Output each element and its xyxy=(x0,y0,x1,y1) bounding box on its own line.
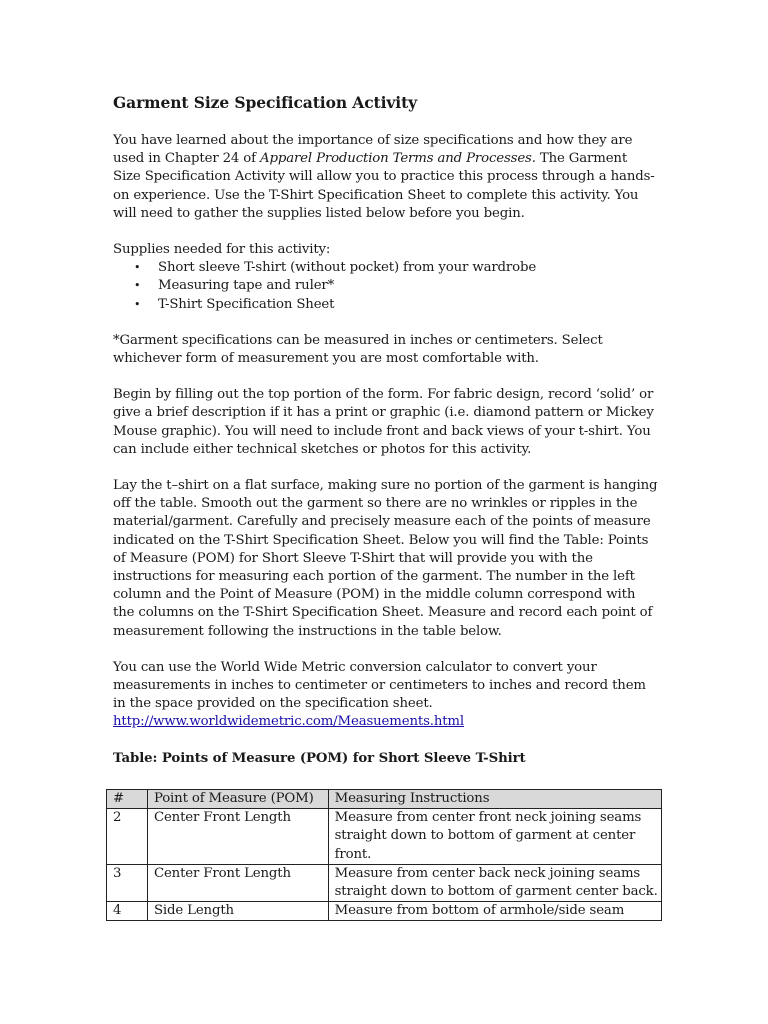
measurement-note: *Garment specifications can be measured in inches or centimeters. Select whichever form of measurement you are most comfortable with. xyxy=(113,332,603,367)
measuring-instructions-paragraph: Lay the t–shirt on a flat surface, making sure no portion of the garment is hanging off the table. Smooth out the garment so there are no wrinkles or ripples in the material/garment. Carefully and precisely measure each of the points of measure indicated on the T-Shirt Specification Sheet. Below you will find the Table: Points of Measure (POM) for Short Sleeve T-Shirt that will provide you with the instructions for measuring each portion of the garment. The number in the left column and the Point of Measure (POM) in the middle column correspond with the columns on the T-Shirt Specification Sheet. Measure and record each point of measurement following the instructions in the table below. xyxy=(113,478,658,639)
bullet-icon: • xyxy=(134,279,141,293)
cell-pom: Center Front Length xyxy=(147,809,328,865)
column-header-number: # xyxy=(107,790,148,809)
intro-text-end: . The Garment Size Specification Activity will allow you to practice this process through a hands-on experience. Use the T-Shirt Specification Sheet to complete this activity. You will need to gather the supplies listed below before you begin. xyxy=(113,151,655,221)
document-body xyxy=(113,92,658,788)
supplies-list xyxy=(113,259,658,314)
book-title: Apparel Production Terms and Processes xyxy=(260,151,532,167)
bullet-icon: • xyxy=(134,297,141,311)
table-header-row xyxy=(107,790,662,809)
table-row xyxy=(107,902,662,921)
list-item xyxy=(113,259,658,277)
cell-number: 4 xyxy=(107,902,148,921)
cell-instructions: Measure from center back neck joining seams straight down to bottom of garment center back. xyxy=(328,864,661,901)
list-item xyxy=(113,296,658,314)
cell-number: 2 xyxy=(107,809,148,865)
table-row xyxy=(107,809,662,865)
page-title: Garment Size Specification Activity xyxy=(113,93,418,112)
list-item-text: Measuring tape and ruler* xyxy=(158,278,335,294)
bullet-icon: • xyxy=(134,261,141,275)
conversion-calculator-link[interactable]: http://www.worldwidemetric.com/Measuements.html xyxy=(113,714,464,730)
intro-paragraph xyxy=(113,132,658,223)
cell-pom: Center Front Length xyxy=(147,864,328,901)
points-of-measure-table xyxy=(106,789,662,921)
cell-instructions: Measure from bottom of armhole/side seam xyxy=(328,902,661,921)
table-row xyxy=(107,864,662,901)
cell-instructions: Measure from center front neck joining seams straight down to bottom of garment at center front. xyxy=(328,809,661,865)
cell-pom: Side Length xyxy=(147,902,328,921)
cell-number: 3 xyxy=(107,864,148,901)
column-header-pom: Point of Measure (POM) xyxy=(147,790,328,809)
list-item xyxy=(113,277,658,295)
conversion-text: You can use the World Wide Metric conversion calculator to convert your measurements in inches to centimeter or centimeters to inches and record them in the space provided on the specification sheet. xyxy=(113,659,646,712)
conversion-paragraph xyxy=(113,659,658,732)
table-title: Table: Points of Measure (POM) for Short Sleeve T-Shirt xyxy=(113,750,526,766)
list-item-text: T-Shirt Specification Sheet xyxy=(158,296,335,312)
supplies-heading: Supplies needed for this activity: xyxy=(113,242,331,258)
column-header-instructions: Measuring Instructions xyxy=(328,790,661,809)
form-instructions-paragraph: Begin by filling out the top portion of the form. For fabric design, record ‘solid’ or give a brief description if it has a print or graphic (i.e. diamond pattern or Mickey Mouse graphic). You will need to include front and back views of your t-shirt. You can include either technical sketches or photos for this activity. xyxy=(113,387,654,457)
list-item-text: Short sleeve T-shirt (without pocket) from your wardrobe xyxy=(158,260,537,276)
intro-text-start: You have learned about the importance of size specifications and how they are used in Chapter 24 of xyxy=(113,133,633,167)
